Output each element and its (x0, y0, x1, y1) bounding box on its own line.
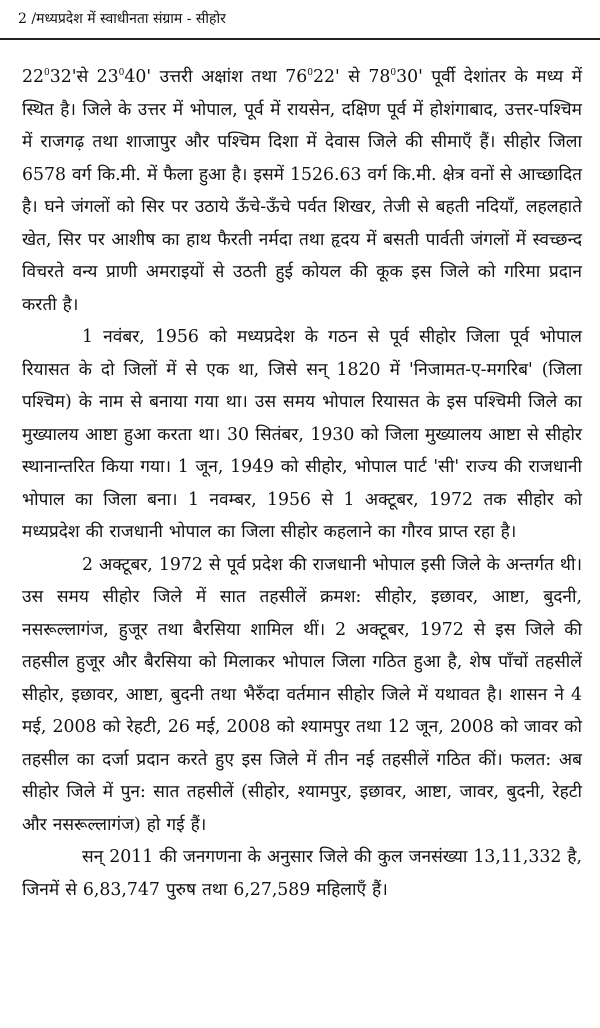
lat-to-minute: 40' (124, 67, 152, 87)
degree-mark: 0 (44, 68, 50, 78)
paragraph-2: 1 नवंबर, 1956 को मध्यप्रदेश के गठन से पूर्व सीहोर जिला पूर्व भोपाल रियासत के दो जिलों में से एक था, जिसे सन् 1820 में 'निजामत-ए-मगरिब' (जिला पश्चिम) के नाम से बनाया गया था। उस समय भोपाल रियासत के इस पश्चिमी जिले का मुख्यालय आष्टा हुआ करता था। 30 सितंबर, 1930 को जिला मुख्यालय आष्टा से सीहोर स्थानान्तरित किया गया। 1 जून, 1949 को सीहोर, भोपाल पार्ट 'सी' राज्य की राजधानी भोपाल का जिला बना। 1 नवम्बर, 1956 से 1 अक्टूबर, 1972 तक सीहोर को मध्यप्रदेश की राजधानी भोपाल का जिला सीहोर कहलाने का गौरव प्राप्त रहा है। (22, 327, 582, 542)
paragraph-1 (22, 61, 582, 321)
lon-from-minute: 22' (312, 67, 340, 87)
range-separator: से (339, 67, 369, 87)
paragraph-1-rest: पूर्वी देशांतर के मध्य में स्थित है। जिले के उत्तर में भोपाल, पूर्व में रायसेन, दक्षिण पूर्व में होशंगाबाद, उत्तर-पश्चिम में राजगढ़ तथा शाजापुर और पश्चिम दिशा में देवास जिले की सीमाएँ हैं। सीहोर जिला 6578 वर्ग कि.मी. में फैला हुआ है। इसमें 1526.63 वर्ग कि.मी. क्षेत्र वनों से आच्छादित है। घने जंगलों को सिर पर उठाये ऊँचे-ऊँचे पर्वत शिखर, तेजी से बहती नदियाँ, लहलहाते खेत, सिर पर आशीष का हाथ फैरती नर्मदा तथा हृदय में बसती पार्वती जंगलों में स्वच्छन्द विचरते वन्य प्राणी अमराइयों से उठती हुई कोयल की कूक इस जिले को गरिमा प्रदान करती है। (22, 67, 582, 315)
degree-mark: 0 (307, 68, 313, 78)
degree-mark: 0 (118, 68, 125, 78)
degree-mark: 0 (390, 68, 397, 78)
body-text (22, 61, 582, 906)
lon-from-degree: 76 (285, 67, 308, 87)
header-rule (0, 38, 600, 40)
lat-from-degree: 22 (22, 67, 44, 87)
latitude-label: उत्तरी अक्षांश तथा (151, 67, 286, 87)
lat-to-degree: 23 (96, 67, 119, 87)
range-separator: से (76, 67, 97, 87)
paragraph-4: सन् 2011 की जनगणना के अनुसार जिले की कुल जनसंख्या 13,11,332 है, जिनमें से 6,83,747 पुरुष तथा 6,27,589 महिलाएँ हैं। (22, 847, 582, 900)
paragraph-3: 2 अक्टूबर, 1972 से पूर्व प्रदेश की राजधानी भोपाल इसी जिले के अन्तर्गत थी। उस समय सीहोर जिले में सात तहसीलें क्रमश: सीहोर, इछावर, आष्टा, बुदनी, नसरूल्लागंज, हुजूर तथा बैरसिया शामिल थीं। 2 अक्टूबर, 1972 से इस जिले की तहसील हुजूर और बैरसिया को मिलाकर भोपाल जिला गठित हुआ है, शेष पाँचों तहसीलें सीहोर, इछावर, आष्टा, बुदनी तथा भैरुँदा वर्तमान सीहोर जिले में यथावत है। शासन ने 4 मई, 2008 को रेहटी, 26 मई, 2008 को श्यामपुर तथा 12 जून, 2008 को जावर को तहसील का दर्जा प्रदान करते हुए इस जिले में तीन नई तहसीलें गठित कीं। फलत: अब सीहोर जिले में पुन: सात तहसीलें (सीहोर, श्यामपुर, इछावर, आष्टा, जावर, बुदनी, रेहटी और नसरूल्लागंज) हो गई हैं। (22, 554, 582, 835)
lon-to-degree: 78 (368, 67, 391, 87)
lon-to-minute: 30' (396, 67, 423, 87)
lat-from-minute: 32' (49, 67, 77, 87)
running-header: 2 /मध्यप्रदेश में स्वाधीनता संग्राम - सीहोर (18, 11, 226, 27)
